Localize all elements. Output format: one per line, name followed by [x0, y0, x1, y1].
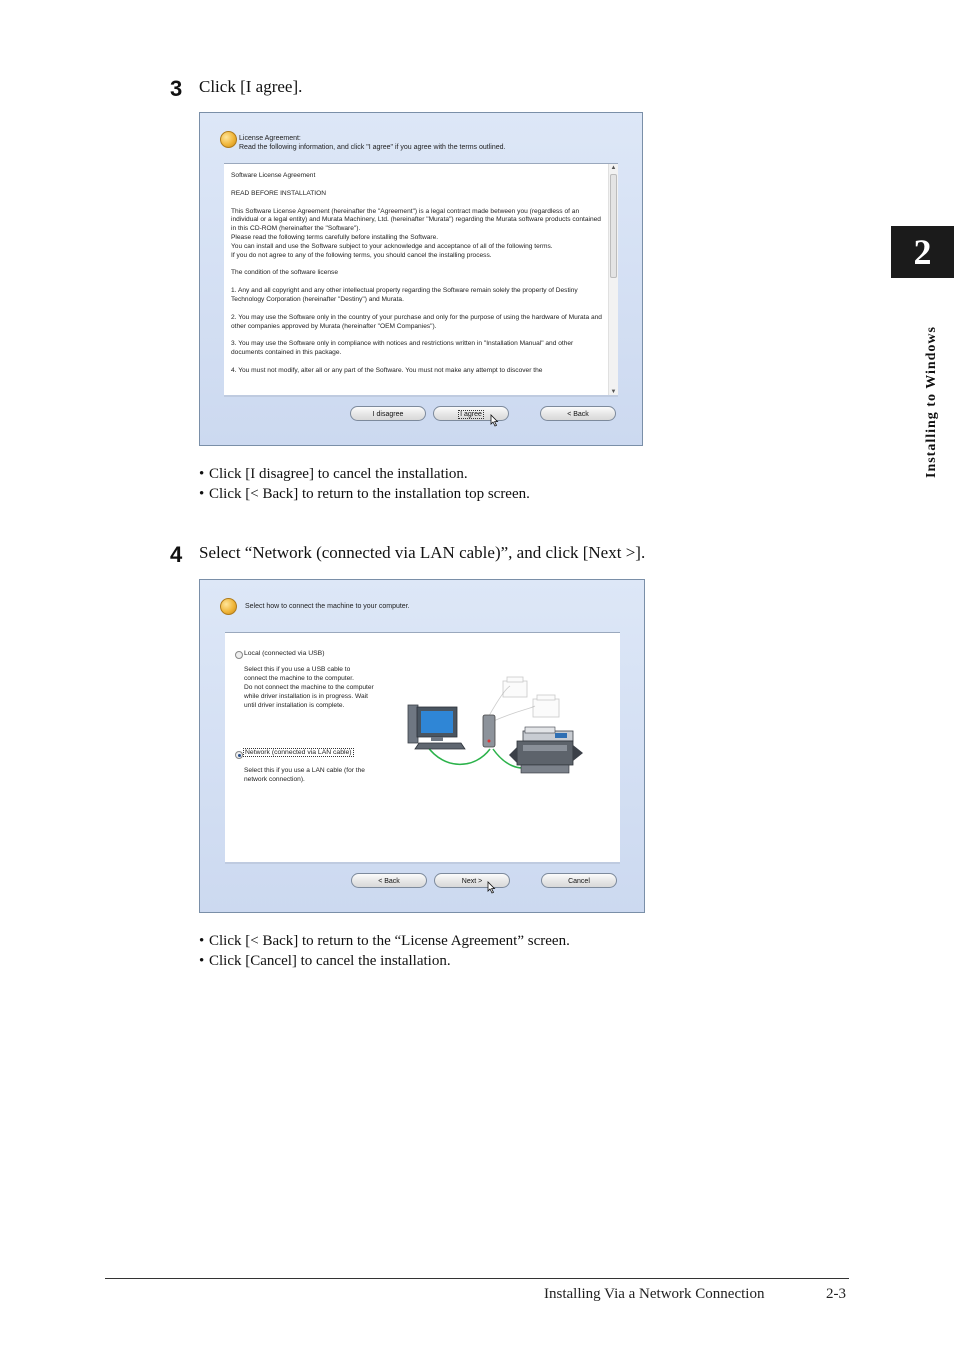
option-local-label[interactable]: Local (connected via USB): [244, 650, 325, 657]
note-item: • Click [I disagree] to cancel the installation.: [199, 466, 468, 482]
note-item: • Click [Cancel] to cancel the installation.: [199, 952, 451, 969]
license-agreement-dialog: [199, 112, 643, 446]
option-network-label[interactable]: Network (connected via LAN cable): [245, 749, 352, 756]
option-local-description: Select this if you use a USB cable to connect the machine to the computer. Do not connect the machine to the computer while driver installation is in progress. Wait until driver installation is complete.: [244, 666, 374, 709]
license-paragraph: Software License Agreement: [231, 172, 316, 179]
printer-icon: [509, 727, 583, 773]
license-paragraph: 2. You may use the Software only in the country of your purchase and only for the purpose of using the hardware of Murata and other companies approved by Murata (hereinafter "OEM Companies").: [231, 313, 602, 330]
mouse-cursor-icon: [487, 881, 496, 894]
license-paragraph: The condition of the software license: [231, 269, 339, 277]
note-item: • Click [< Back] to return to the “License Agreement” screen.: [199, 933, 570, 949]
cancel-button[interactable]: Cancel: [541, 873, 617, 888]
radio-network[interactable]: [235, 751, 243, 759]
license-text-panel[interactable]: [224, 163, 618, 396]
info-icon: [220, 598, 237, 615]
option-network-description: Select this if you use a LAN cable (for the network connection).: [244, 767, 365, 783]
license-paragraph: 1. Any and all copyright and any other intellectual property regarding the Software remain solely the property of Destiny Technology Corporation (hereinafter "Destiny") and Murata.: [231, 287, 578, 303]
license-paragraph: This Software License Agreement (hereinafter the "Agreement") is a legal contract made between you (regardless of an individual or a legal entity) and Murata Machinery, Ltd. (hereinafter "Murata") regarding the Murata software products contained in this CD-ROM (hereinafter the "Software"). Please read the following terms carefully before installing the Software. You can install and use the Software subject to your acknowledge and acceptance of all of the following terms. If you do not agree to any of the following terms, you should cancel the installing process.: [231, 207, 601, 259]
dialog-header-title: License Agreement:: [239, 135, 301, 142]
next-button[interactable]: Next >: [434, 873, 510, 888]
license-paragraph: 3. You may use the Software only in compliance with notices and restrictions written in "Installation Manual" and other documents contained in this package.: [231, 340, 574, 357]
license-scrollbar[interactable]: [608, 164, 618, 396]
info-icon: [220, 131, 237, 148]
dialog-header-subtitle: Read the following information, and click "I agree" if you agree with the terms outlined.: [239, 144, 506, 151]
scroll-up-arrow-icon[interactable]: ▲: [610, 165, 617, 171]
note-item: • Click [< Back] to return to the installation top screen.: [199, 485, 530, 502]
back-button[interactable]: < Back: [351, 873, 427, 888]
license-paragraph: 4. You must not modify, alter all or any part of the Software. You must not make any attempt to discover the: [231, 366, 543, 374]
license-paragraph: READ BEFORE INSTALLATION: [231, 189, 327, 197]
network-hub-icon: [483, 715, 495, 747]
back-button[interactable]: < Back: [540, 406, 616, 421]
chapter-side-label: Installing to Windows: [924, 326, 939, 478]
ghost-printer-icon: [503, 677, 559, 717]
step-4-instruction: Select “Network (connected via LAN cable)”, and click [Next >].: [199, 543, 646, 562]
scrollbar-thumb[interactable]: [610, 174, 617, 278]
step-3-number: 3: [170, 76, 183, 101]
computer-icon: [408, 705, 465, 749]
connection-options-panel: [225, 632, 620, 863]
dialog-header-title: Select how to connect the machine to your computer.: [245, 603, 410, 610]
footer-rule: [105, 1278, 849, 1279]
step-3-notes: [199, 465, 530, 504]
mouse-cursor-icon: [490, 414, 499, 427]
connection-type-dialog: [199, 579, 645, 913]
divider: [225, 862, 620, 864]
step-3-instruction: Click [I agree].: [199, 77, 303, 96]
step-4-notes: [199, 932, 570, 971]
i-disagree-button[interactable]: I disagree: [350, 406, 426, 421]
footer-section-title: Installing Via a Network Connection: [544, 1286, 765, 1302]
chapter-tab: 2: [891, 226, 954, 278]
footer-page-number: 2-3: [826, 1286, 846, 1302]
step-4-number: 4: [170, 542, 183, 567]
radio-local[interactable]: [235, 651, 243, 659]
network-illustration: [405, 671, 590, 791]
scroll-down-arrow-icon[interactable]: ▼: [610, 389, 617, 395]
license-text: [231, 172, 603, 387]
i-agree-button[interactable]: I agree: [433, 406, 509, 421]
divider: [224, 395, 618, 397]
